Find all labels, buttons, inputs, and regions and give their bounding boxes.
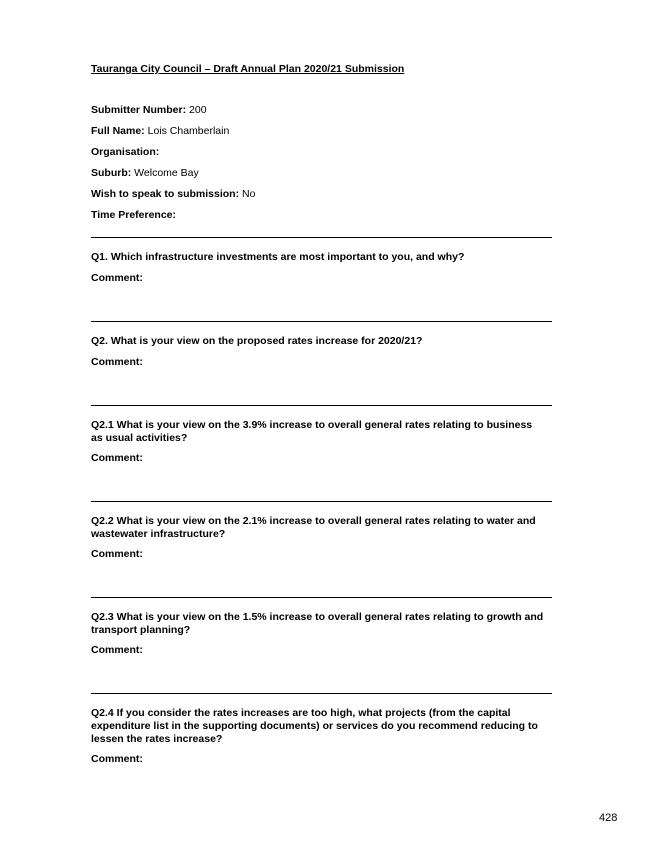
field-label: Suburb: — [91, 167, 132, 179]
field-suburb — [91, 167, 199, 179]
field-value: Welcome Bay — [134, 167, 199, 179]
divider — [91, 321, 552, 322]
field-label: Time Preference: — [91, 209, 177, 221]
field-wish-to-speak — [91, 188, 255, 200]
document-title: Tauranga City Council – Draft Annual Plan 2020/21 Submission — [91, 63, 405, 75]
divider — [91, 597, 552, 598]
question-q2-1: Q2.1 What is your view on the 3.9% increase to overall general rates relating to business as usual activities? — [91, 419, 533, 444]
comment-label: Comment: — [91, 644, 143, 656]
comment-label: Comment: — [91, 356, 143, 368]
field-label: Full Name: — [91, 125, 145, 137]
divider — [91, 237, 552, 238]
comment-label: Comment: — [91, 753, 143, 765]
field-label: Organisation: — [91, 146, 160, 158]
field-value: 200 — [189, 104, 207, 116]
comment-label: Comment: — [91, 272, 143, 284]
divider — [91, 693, 552, 694]
field-submitter-number — [91, 104, 207, 116]
question-q2-4: Q2.4 If you consider the rates increases are too high, what projects (from the capital expenditure list in the supporting documents) or services do you recommend reducing to lessen the rates increase? — [91, 707, 538, 745]
question-q2: Q2. What is your view on the proposed rates increase for 2020/21? — [91, 335, 423, 347]
page-number: 428 — [599, 812, 618, 824]
field-label: Wish to speak to submission: — [91, 188, 240, 200]
field-organisation — [91, 146, 159, 158]
divider — [91, 501, 552, 502]
field-full-name — [91, 125, 229, 137]
field-value: Lois Chamberlain — [147, 125, 230, 137]
field-label: Submitter Number: — [91, 104, 187, 116]
question-q2-3: Q2.3 What is your view on the 1.5% increase to overall general rates relating to growth and transport planning? — [91, 611, 544, 636]
divider — [91, 405, 552, 406]
comment-label: Comment: — [91, 452, 143, 464]
question-q1: Q1. Which infrastructure investments are most important to you, and why? — [91, 251, 465, 263]
field-value: No — [242, 188, 256, 200]
comment-label: Comment: — [91, 548, 143, 560]
question-q2-2: Q2.2 What is your view on the 2.1% increase to overall general rates relating to water and wastewater infrastructure? — [91, 515, 536, 540]
field-time-preference — [91, 209, 176, 221]
